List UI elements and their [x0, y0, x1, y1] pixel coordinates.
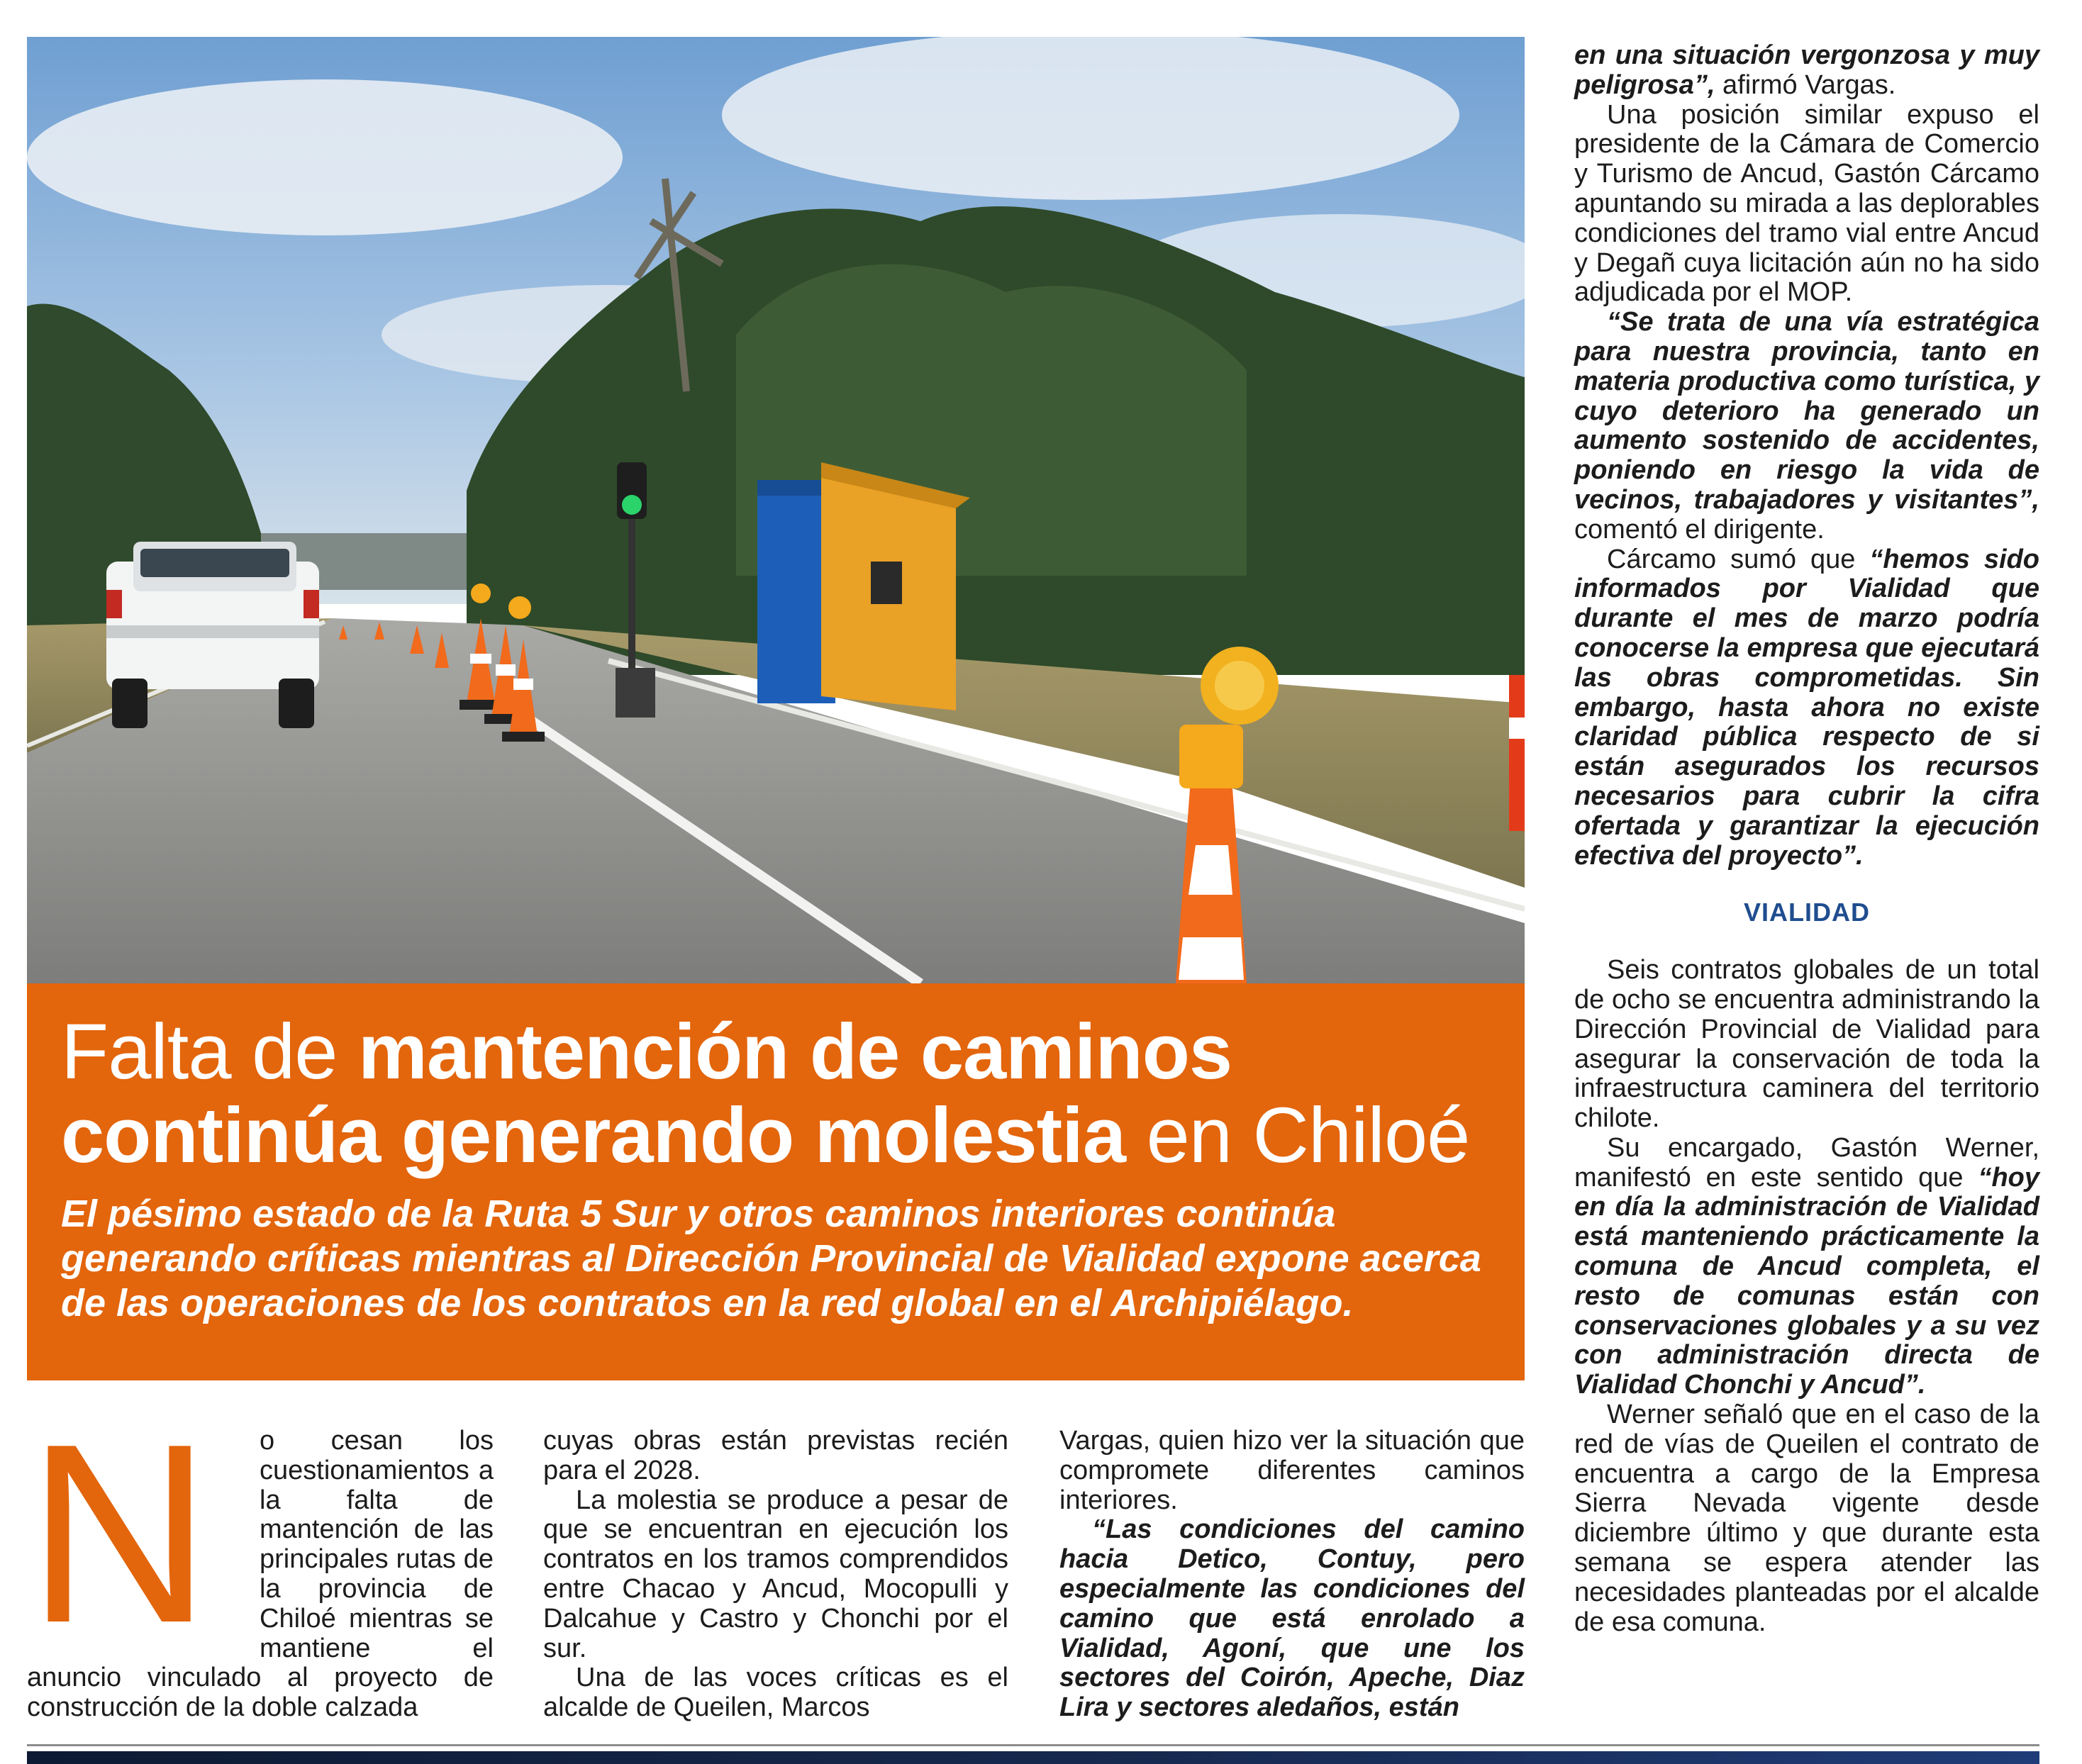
paragraph: Una posición similar expuso el presidente de la Cámara de Comercio y Turismo de Ancud, Gastón Cárcamo apuntando su mirada a las deplorables condiciones del tramo vial entre Ancud y Degañ cuya licitación aún no ha sido adjudicada por el MOP. [1574, 99, 2039, 308]
headline-part: en Chiloé [1125, 1092, 1470, 1179]
paragraph: Vargas, quien hizo ver la situación que compromete diferentes caminos interiores. [1059, 1426, 1525, 1515]
lead-text: Cárcamo sumó que [1607, 544, 1870, 574]
headline [61, 1010, 1492, 1178]
booth-window [871, 562, 902, 604]
quote: “hoy en día la administración de Vialidad está manteniendo prácticamente la comuna de Ancud completa, el resto de comunas están con conservaciones globales y a su vez con administración directa de Vialidad Chonchi y Ancud”. [1574, 1162, 2039, 1400]
attribution: afirmó Vargas. [1715, 69, 1896, 100]
quote: en una situación vergonzosa y muy peligrosa”, [1574, 40, 2039, 100]
quote: “Se trata de una vía estratégica para nuestra provincia, tanto en materia productiva como turística, y cuyo deterioro ha generado un aumento sostenido de accidentes, poniendo en riesgo la vida de vecinos, trabajadores y visitantes”, [1574, 307, 2039, 515]
bottom-rule [27, 1744, 2039, 1746]
subheadline: El pésimo estado de la Ruta 5 Sur y otros caminos interiores continúa generando críticas mientras al Dirección Provincial de Vialidad expone acerca de las operaciones de los contratos en la red global en el Archipiélago. [61, 1193, 1481, 1324]
next-article-strip [27, 1751, 2039, 1764]
lead-text: Su encargado, Gastón Werner, manifestó en este sentido que [1574, 1132, 2039, 1193]
paragraph: cuyas obras están previstas recién para el 2028. [543, 1426, 1008, 1485]
paragraph: Werner señaló que en el caso de la red de vías de Queilen el contrato de encuentra a cargo de la Empresa Sierra Nevada vigente desde diciembre último y que durante esta semana se espera atender las necesidades planteadas por el alcalde de esa comuna. [1574, 1400, 2039, 1637]
cloud [722, 37, 1459, 200]
quote: “hemos sido informados por Vialidad que durante el mes de marzo podría conocerse la empresa que ejecutará las obras comprometidas. Sin embargo, hasta ahora no existe claridad pública respecto de si están asegurados los recursos necesarios para cubrir la cifra ofertada y garantizar la ejecución efectiva del proyecto”. [1574, 544, 2039, 871]
quote: “Las condiciones del camino hacia Detico, Contuy, pero especialmente las condiciones del camino que está enrolado a Vialidad, Agoní, que une los sectores del Coirón, Apeche, Diaz Lira y sectores aledaños, están [1059, 1514, 1525, 1723]
paragraph [1574, 545, 2039, 871]
headline-part: Falta de [61, 1008, 359, 1095]
paragraph [1574, 308, 2039, 545]
road-photo [27, 37, 1525, 983]
attribution: comentó el dirigente. [1574, 514, 1825, 545]
quote-paragraph [1059, 1515, 1525, 1723]
barrier-base [616, 668, 655, 718]
article-column-1 [27, 1391, 494, 1723]
headline-part: mantención de caminos [358, 1008, 1232, 1095]
paragraph: o cesan los cuestionamientos a la falta de mantención de las principales rutas de la provincia de Chiloé mientras se mantiene el anuncio vinculado al proyecto de construcción de la doble calzada [27, 1426, 494, 1723]
barrier-right [1509, 675, 1525, 831]
article-column-3 [1059, 1427, 1525, 1723]
article-column-2 [543, 1427, 1008, 1723]
traffic-light-green [622, 495, 642, 515]
paragraph: Una de las voces críticas es el alcalde de Queilen, Marcos [543, 1663, 1008, 1723]
paragraph: Seis contratos globales de un total de ocho se encuentra administrando la Dirección Provincial de Vialidad para asegurar la conservación de toda la infraestructura caminera del territorio chilote. [1574, 955, 2039, 1134]
cloud [27, 79, 623, 235]
section-title: VIALIDAD [1744, 898, 1870, 927]
paragraph: La molestia se produce a pesar de que se encuentran en ejecución los contratos en los tramos comprendidos entre Chacao y Ancud, Mocopulli y Dalcahue y Castro y Chonchi por el sur. [543, 1485, 1008, 1663]
headline-part: continúa generando molestia [61, 1092, 1126, 1179]
drop-cap-letter: N [27, 1391, 211, 1676]
paragraph [1574, 1134, 2039, 1400]
roadworks-illustration [27, 37, 1525, 983]
drop-cap [27, 1391, 234, 1676]
article-column-4 [1574, 41, 2039, 1637]
headline-band [27, 983, 1525, 1380]
paragraph [1574, 41, 2039, 101]
